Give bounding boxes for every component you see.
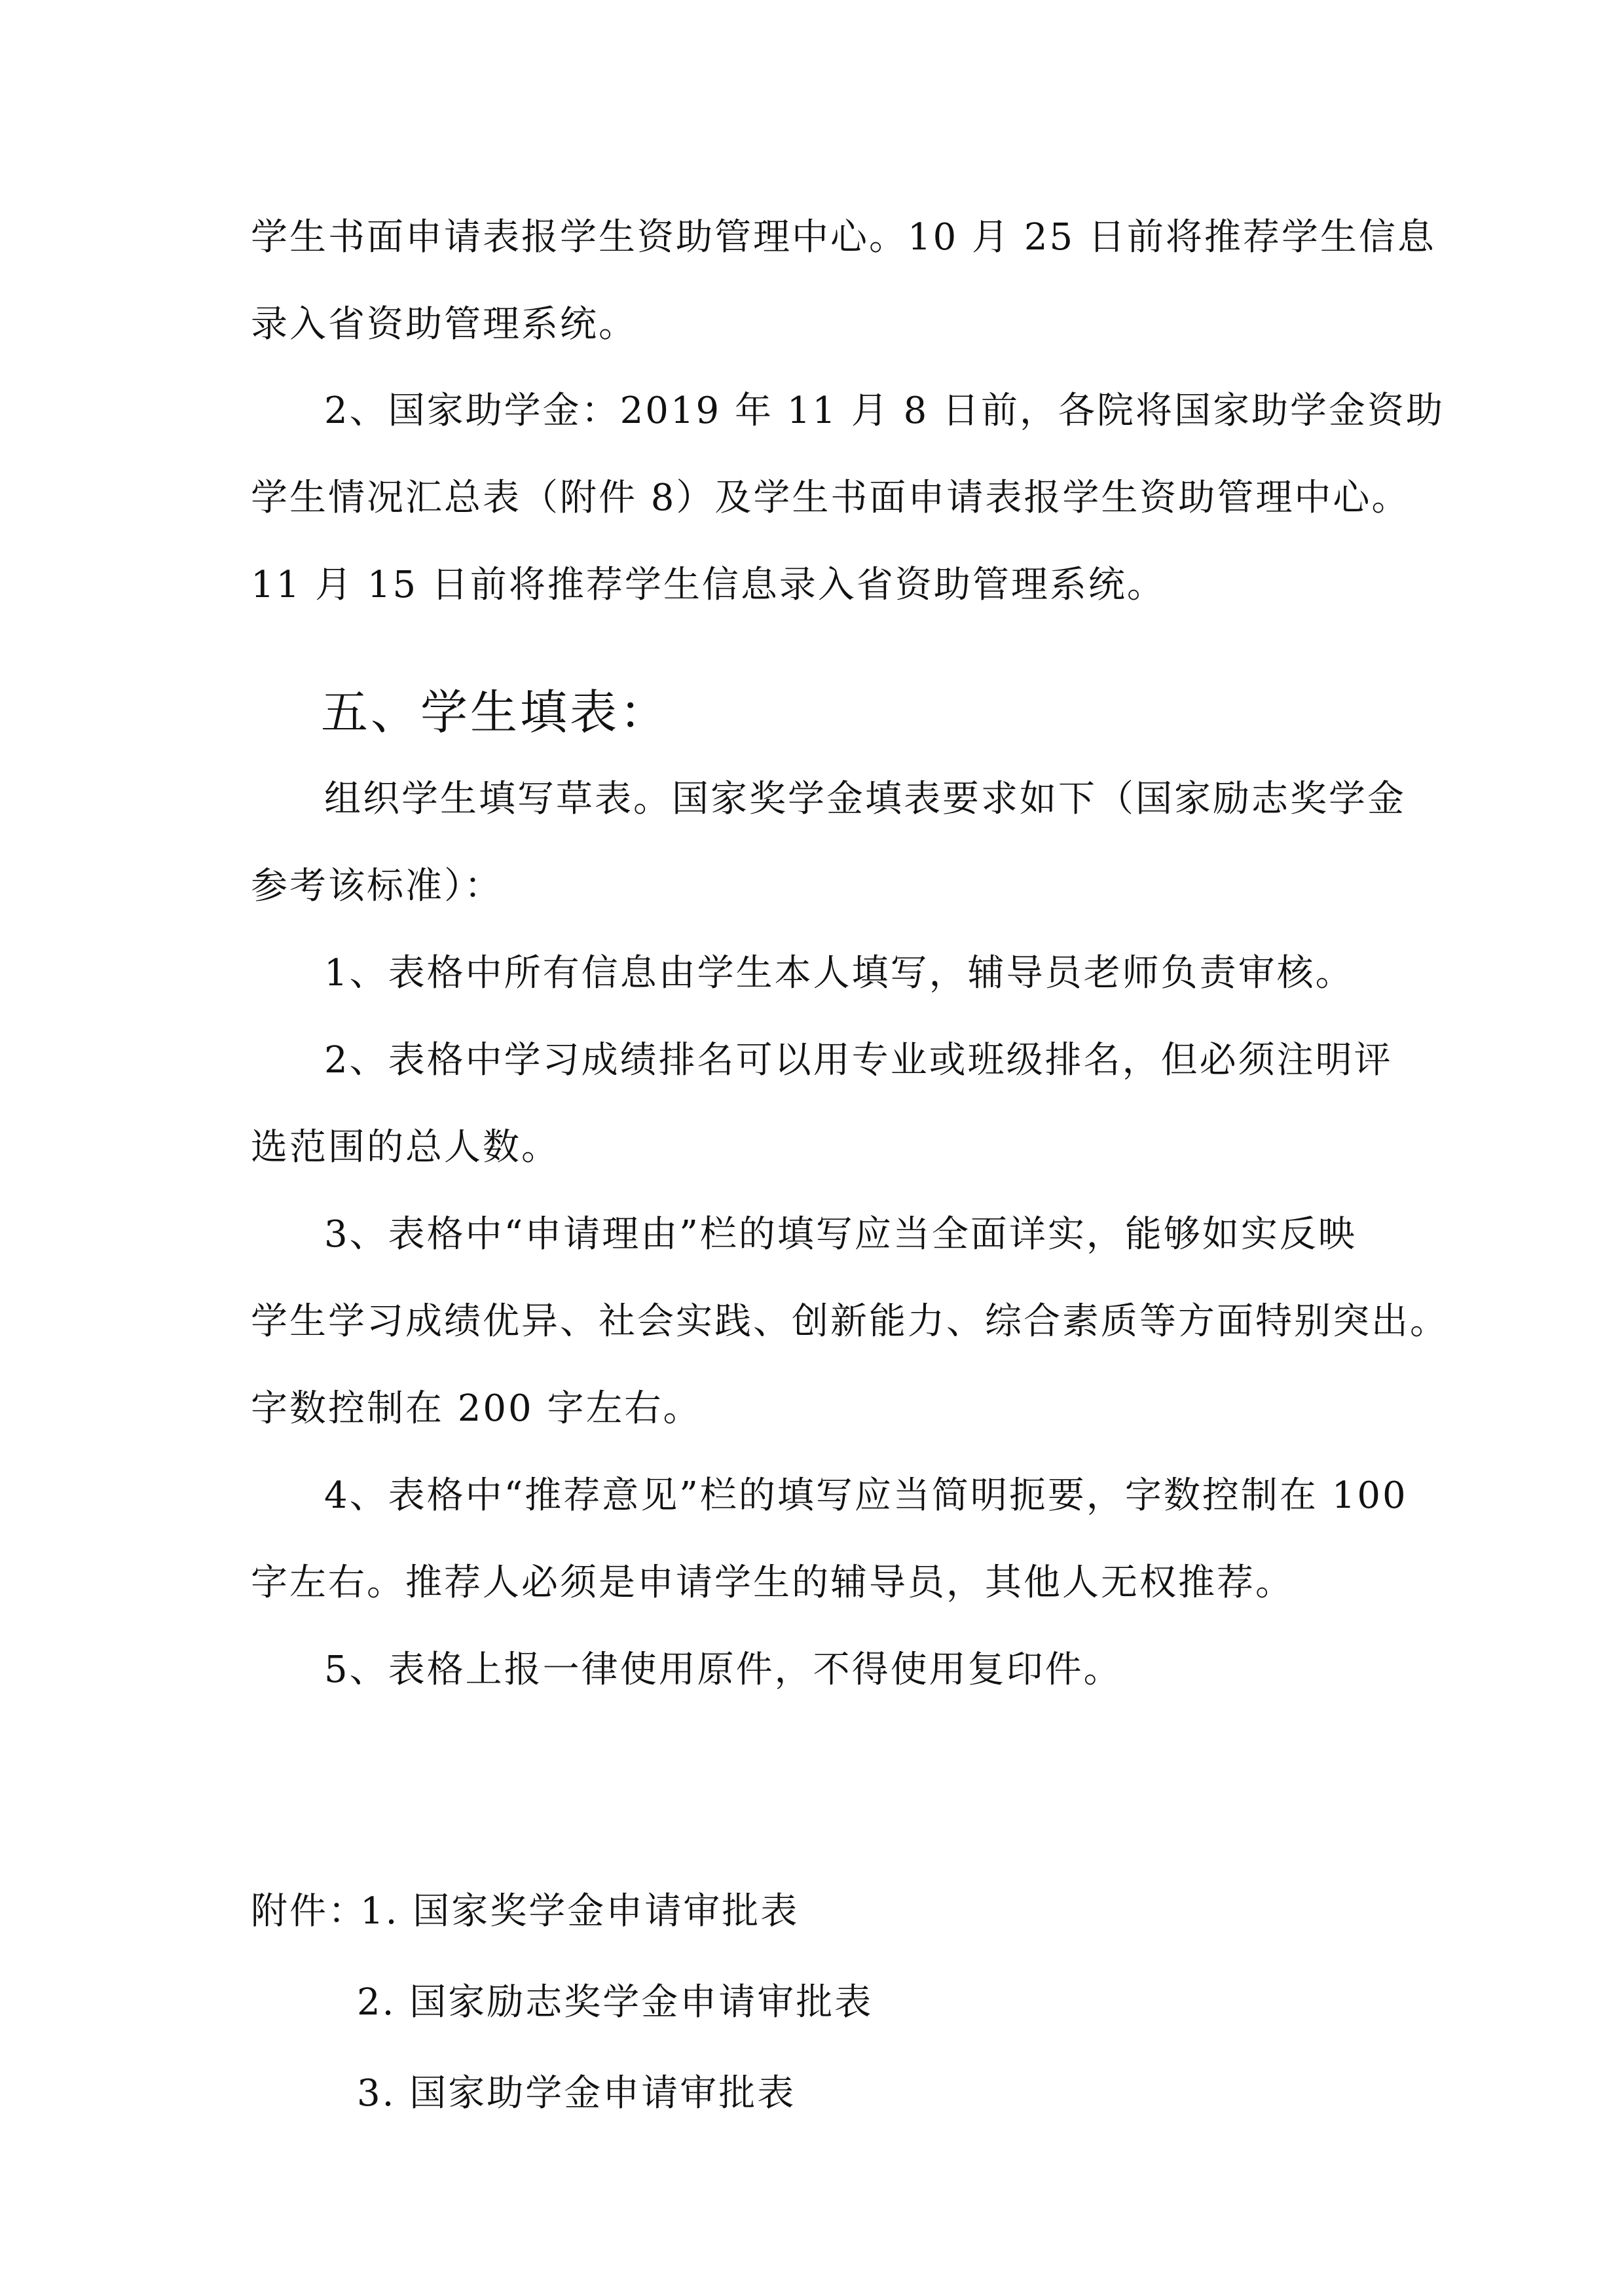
paragraph-line: 学生情况汇总表（附件 8）及学生书面申请表报学生资助管理中心。 — [251, 477, 1411, 519]
list-item: 4、表格中“推荐意见”栏的填写应当简明扼要，字数控制在 100 — [324, 1474, 1408, 1517]
attachments-label: 附件： — [251, 1890, 367, 1933]
list-item: 3、表格中“申请理由”栏的填写应当全面详实，能够如实反映 — [324, 1213, 1357, 1256]
attachment-item: 3. 国家助学金申请审批表 — [357, 2072, 796, 2115]
list-item: 5、表格上报一律使用原件，不得使用复印件。 — [324, 1649, 1122, 1691]
paragraph-line: 参考该标准）： — [251, 865, 503, 907]
list-item: 2、表格中学习成绩排名可以用专业或班级排名，但必须注明评 — [324, 1039, 1393, 1082]
paragraph-line: 组织学生填写草表。国家奖学金填表要求如下（国家励志奖学金 — [324, 778, 1406, 820]
paragraph-line: 录入省资助管理系统。 — [251, 303, 637, 346]
list-item-continuation: 学生学习成绩优异、社会实践、创新能力、综合素质等方面特别突出。 — [251, 1300, 1449, 1343]
paragraph-line: 2、国家助学金：2019 年 11 月 8 日前，各院将国家助学金资助 — [324, 390, 1445, 432]
list-item: 1、表格中所有信息由学生本人填写，辅导员老师负责审核。 — [324, 952, 1354, 994]
paragraph-line: 11 月 15 日前将推荐学生信息录入省资助管理系统。 — [251, 564, 1166, 606]
attachment-item: 1. 国家奖学金申请审批表 — [360, 1890, 800, 1933]
paragraph-line: 学生书面申请表报学生资助管理中心。10 月 25 日前将推荐学生信息 — [251, 216, 1436, 259]
attachment-item: 2. 国家励志奖学金申请审批表 — [357, 1981, 874, 2024]
list-item-continuation: 字数控制在 200 字左右。 — [251, 1387, 702, 1430]
section-heading: 五、学生填表： — [321, 685, 670, 740]
list-item-continuation: 选范围的总人数。 — [251, 1126, 560, 1169]
list-item-continuation: 字左右。推荐人必须是申请学生的辅导员，其他人无权推荐。 — [251, 1561, 1294, 1604]
